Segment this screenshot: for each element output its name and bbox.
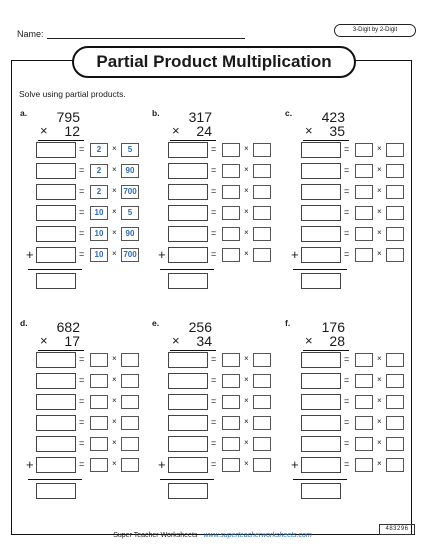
times-sign: × (112, 375, 117, 384)
partial-product-box[interactable] (301, 226, 341, 242)
problem-e (152, 318, 282, 508)
partial-row (291, 247, 415, 265)
page-title: Partial Product Multiplication (72, 46, 356, 78)
sum-bar (28, 479, 82, 480)
times-sign: × (112, 165, 117, 174)
factor-box[interactable] (386, 227, 404, 241)
equals-sign: = (344, 438, 350, 448)
partial-product-box[interactable] (36, 394, 76, 410)
partial-product-box[interactable] (301, 457, 341, 473)
problem-bar (170, 140, 216, 141)
equals-sign: = (211, 396, 217, 406)
equals-sign: = (211, 165, 217, 175)
partial-row (301, 163, 415, 181)
partial-product-box[interactable] (168, 247, 208, 263)
partial-row (168, 226, 282, 244)
equals-sign: = (344, 459, 350, 469)
times-sign: × (244, 165, 249, 174)
multiplier: 35 (329, 123, 345, 139)
factor-box[interactable] (355, 185, 373, 199)
equals-sign: = (211, 228, 217, 238)
plus-sign: + (158, 457, 166, 472)
plus-sign: + (291, 457, 299, 472)
equals-sign: = (344, 249, 350, 259)
partial-row (36, 352, 150, 370)
equals-sign: = (211, 144, 217, 154)
partial-product-box[interactable] (168, 394, 208, 410)
factor-box[interactable]: 5 (121, 143, 139, 157)
partial-product-box[interactable] (168, 415, 208, 431)
partial-row (36, 163, 150, 181)
times-sign: × (172, 333, 180, 348)
times-sign: × (244, 207, 249, 216)
problem-label: e. (152, 318, 160, 328)
factor-box[interactable] (90, 353, 108, 367)
factor-box[interactable] (121, 353, 139, 367)
partial-product-box[interactable] (301, 436, 341, 452)
problem-label: c. (285, 108, 293, 118)
factor-box[interactable] (121, 374, 139, 388)
times-sign: × (244, 396, 249, 405)
factor-box[interactable] (222, 164, 240, 178)
factor-box[interactable] (222, 374, 240, 388)
factor-box[interactable] (355, 416, 373, 430)
plus-sign: + (26, 457, 34, 472)
footer-url[interactable]: www.superteacherworksheets.com (203, 532, 312, 539)
plus-sign: + (158, 247, 166, 262)
equals-sign: = (79, 249, 85, 259)
partial-product-box[interactable] (36, 142, 76, 158)
partial-row (291, 457, 415, 475)
partial-product-box[interactable] (301, 373, 341, 389)
partial-product-box[interactable] (36, 184, 76, 200)
problem-label: a. (20, 108, 28, 118)
partial-row (36, 142, 150, 160)
partial-product-box[interactable] (301, 163, 341, 179)
times-sign: × (112, 207, 117, 216)
factor-box[interactable] (355, 227, 373, 241)
partial-product-box[interactable] (36, 436, 76, 452)
times-sign: × (244, 417, 249, 426)
partial-product-box[interactable] (36, 457, 76, 473)
factor-box[interactable]: 2 (90, 143, 108, 157)
times-sign: × (244, 438, 249, 447)
factor-box[interactable] (253, 416, 271, 430)
times-sign: × (377, 459, 382, 468)
factor-box[interactable] (253, 206, 271, 220)
times-sign: × (40, 333, 48, 348)
partial-product-box[interactable] (301, 247, 341, 263)
factor-box[interactable] (222, 395, 240, 409)
factor-box[interactable] (386, 374, 404, 388)
times-sign: × (244, 354, 249, 363)
multiplier: 24 (196, 123, 212, 139)
partial-row (301, 142, 415, 160)
factor-box[interactable] (222, 248, 240, 262)
times-sign: × (112, 144, 117, 153)
times-sign: × (305, 333, 313, 348)
factor-box[interactable]: 90 (121, 227, 139, 241)
problem-a (20, 108, 150, 298)
partial-product-box[interactable] (168, 142, 208, 158)
problem-bar (170, 350, 216, 351)
factor-box[interactable] (355, 458, 373, 472)
factor-box[interactable] (222, 437, 240, 451)
partial-row (168, 373, 282, 391)
multiplier: 28 (329, 333, 345, 349)
times-sign: × (112, 417, 117, 426)
equals-sign: = (79, 438, 85, 448)
factor-box[interactable]: 10 (90, 248, 108, 262)
factor-box[interactable] (253, 248, 271, 262)
factor-box[interactable]: 10 (90, 206, 108, 220)
partial-row (168, 436, 282, 454)
total-box[interactable] (168, 483, 208, 499)
partial-row (301, 184, 415, 202)
equals-sign: = (211, 354, 217, 364)
equals-sign: = (344, 417, 350, 427)
times-sign: × (112, 186, 117, 195)
multiplicand: 423 (321, 109, 345, 125)
factor-box[interactable] (253, 458, 271, 472)
equals-sign: = (79, 144, 85, 154)
factor-box[interactable] (90, 437, 108, 451)
multiplicand: 682 (56, 319, 80, 335)
multiplicand: 256 (188, 319, 212, 335)
times-sign: × (244, 228, 249, 237)
factor-box[interactable] (90, 458, 108, 472)
partial-product-box[interactable] (168, 436, 208, 452)
times-sign: × (244, 144, 249, 153)
partial-product-box[interactable] (301, 205, 341, 221)
times-sign: × (112, 438, 117, 447)
factor-box[interactable] (386, 395, 404, 409)
factor-box[interactable] (121, 437, 139, 451)
partial-row (168, 163, 282, 181)
sum-bar (293, 269, 347, 270)
footer (0, 532, 425, 539)
factor-box[interactable] (386, 143, 404, 157)
factor-box[interactable] (386, 416, 404, 430)
equals-sign: = (344, 375, 350, 385)
times-sign: × (112, 459, 117, 468)
equals-sign: = (211, 249, 217, 259)
equals-sign: = (211, 459, 217, 469)
factor-box[interactable] (355, 206, 373, 220)
problem-label: b. (152, 108, 160, 118)
times-sign: × (377, 228, 382, 237)
problem-bar (303, 350, 349, 351)
partial-product-box[interactable] (301, 352, 341, 368)
factor-box[interactable] (222, 143, 240, 157)
name-line[interactable] (47, 38, 245, 39)
sum-bar (293, 479, 347, 480)
multiplicand: 795 (56, 109, 80, 125)
times-sign: × (377, 165, 382, 174)
factor-box[interactable] (253, 353, 271, 367)
times-sign: × (377, 438, 382, 447)
problem-f (285, 318, 415, 508)
problem-c (285, 108, 415, 298)
factor-box[interactable]: 2 (90, 185, 108, 199)
partial-product-box[interactable] (168, 184, 208, 200)
times-sign: × (244, 249, 249, 258)
sum-bar (160, 479, 214, 480)
factor-box[interactable] (253, 437, 271, 451)
factor-box[interactable]: 5 (121, 206, 139, 220)
multiplier: 17 (64, 333, 80, 349)
partial-row (36, 436, 150, 454)
equals-sign: = (211, 186, 217, 196)
times-sign: × (377, 417, 382, 426)
factor-box[interactable] (253, 164, 271, 178)
times-sign: × (112, 354, 117, 363)
times-sign: × (377, 186, 382, 195)
sum-bar (160, 269, 214, 270)
factor-box[interactable] (386, 206, 404, 220)
total-box[interactable] (36, 483, 76, 499)
times-sign: × (305, 123, 313, 138)
partial-product-box[interactable] (36, 352, 76, 368)
factor-box[interactable] (253, 185, 271, 199)
total-box[interactable] (36, 273, 76, 289)
partial-product-box[interactable] (36, 163, 76, 179)
equals-sign: = (79, 459, 85, 469)
factor-box[interactable] (253, 143, 271, 157)
name-label: Name: (17, 29, 44, 39)
equals-sign: = (79, 228, 85, 238)
partial-product-box[interactable] (301, 394, 341, 410)
partial-row (36, 415, 150, 433)
partial-product-box[interactable] (168, 352, 208, 368)
times-sign: × (244, 186, 249, 195)
problem-label: d. (20, 318, 28, 328)
total-box[interactable] (301, 273, 341, 289)
partial-row (301, 205, 415, 223)
partial-row (301, 373, 415, 391)
factor-box[interactable] (90, 395, 108, 409)
partial-row (301, 352, 415, 370)
total-box[interactable] (168, 273, 208, 289)
total-box[interactable] (301, 483, 341, 499)
times-sign: × (377, 396, 382, 405)
partial-row (168, 205, 282, 223)
times-sign: × (112, 396, 117, 405)
partial-product-box[interactable] (168, 373, 208, 389)
partial-row (26, 457, 150, 475)
plus-sign: + (291, 247, 299, 262)
problem-b (152, 108, 282, 298)
partial-row (158, 457, 282, 475)
partial-row (26, 247, 150, 265)
partial-row (301, 394, 415, 412)
partial-product-box[interactable] (36, 205, 76, 221)
factor-box[interactable] (222, 227, 240, 241)
plus-sign: + (26, 247, 34, 262)
factor-box[interactable] (355, 248, 373, 262)
factor-box[interactable]: 700 (121, 248, 139, 262)
partial-row (301, 226, 415, 244)
partial-row (158, 247, 282, 265)
factor-box[interactable] (355, 437, 373, 451)
partial-product-box[interactable] (168, 457, 208, 473)
factor-box[interactable] (253, 374, 271, 388)
factor-box[interactable]: 2 (90, 164, 108, 178)
problem-bar (38, 350, 84, 351)
times-sign: × (40, 123, 48, 138)
sum-bar (28, 269, 82, 270)
equals-sign: = (79, 396, 85, 406)
partial-row (301, 436, 415, 454)
times-sign: × (377, 249, 382, 258)
problem-bar (303, 140, 349, 141)
equals-sign: = (79, 375, 85, 385)
partial-row (36, 184, 150, 202)
partial-product-box[interactable] (301, 415, 341, 431)
partial-row (168, 352, 282, 370)
partial-product-box[interactable] (36, 226, 76, 242)
partial-row (168, 415, 282, 433)
multiplicand: 317 (188, 109, 212, 125)
factor-box[interactable] (222, 185, 240, 199)
equals-sign: = (344, 207, 350, 217)
equals-sign: = (79, 207, 85, 217)
partial-row (36, 205, 150, 223)
partial-product-box[interactable] (168, 163, 208, 179)
partial-row (36, 394, 150, 412)
multiplicand: 176 (321, 319, 345, 335)
factor-box[interactable] (386, 437, 404, 451)
partial-product-box[interactable] (301, 142, 341, 158)
factor-box[interactable] (355, 164, 373, 178)
equals-sign: = (79, 165, 85, 175)
factor-box[interactable] (90, 416, 108, 430)
factor-box[interactable] (355, 395, 373, 409)
footer-brand: Super Teacher Worksheets - (113, 532, 204, 539)
partial-product-box[interactable] (301, 184, 341, 200)
problem-label: f. (285, 318, 291, 328)
equals-sign: = (344, 144, 350, 154)
partial-product-box[interactable] (168, 205, 208, 221)
times-sign: × (377, 207, 382, 216)
factor-box[interactable]: 700 (121, 185, 139, 199)
instructions: Solve using partial products. (19, 89, 126, 99)
factor-box[interactable] (386, 248, 404, 262)
equals-sign: = (79, 417, 85, 427)
equals-sign: = (344, 186, 350, 196)
factor-box[interactable]: 90 (121, 164, 139, 178)
partial-product-box[interactable] (36, 247, 76, 263)
multiplier: 34 (196, 333, 212, 349)
factor-box[interactable] (355, 143, 373, 157)
worksheet-code: 483296 (379, 524, 415, 535)
multiplier: 12 (64, 123, 80, 139)
equals-sign: = (344, 354, 350, 364)
times-sign: × (172, 123, 180, 138)
times-sign: × (377, 144, 382, 153)
problem-d (20, 318, 150, 508)
factor-box[interactable] (253, 227, 271, 241)
partial-row (168, 184, 282, 202)
factor-box[interactable] (90, 374, 108, 388)
factor-box[interactable] (222, 416, 240, 430)
factor-box[interactable] (253, 395, 271, 409)
partial-row (301, 415, 415, 433)
factor-box[interactable] (355, 374, 373, 388)
equals-sign: = (211, 207, 217, 217)
equals-sign: = (211, 438, 217, 448)
partial-row (36, 373, 150, 391)
times-sign: × (244, 459, 249, 468)
equals-sign: = (344, 396, 350, 406)
partial-product-box[interactable] (36, 373, 76, 389)
times-sign: × (112, 228, 117, 237)
factor-box[interactable] (222, 458, 240, 472)
factor-box[interactable] (121, 395, 139, 409)
equals-sign: = (211, 375, 217, 385)
partial-row (36, 226, 150, 244)
factor-box[interactable] (386, 353, 404, 367)
equals-sign: = (79, 186, 85, 196)
partial-product-box[interactable] (36, 415, 76, 431)
factor-box[interactable] (222, 353, 240, 367)
problem-bar (38, 140, 84, 141)
partial-product-box[interactable] (168, 226, 208, 242)
times-sign: × (244, 375, 249, 384)
times-sign: × (377, 375, 382, 384)
level-badge: 3-Digit by 2-Digit (334, 24, 416, 37)
factor-box[interactable] (121, 458, 139, 472)
factor-box[interactable] (386, 458, 404, 472)
equals-sign: = (344, 165, 350, 175)
factor-box[interactable] (121, 416, 139, 430)
factor-box[interactable] (355, 353, 373, 367)
times-sign: × (112, 249, 117, 258)
factor-box[interactable] (386, 185, 404, 199)
equals-sign: = (79, 354, 85, 364)
factor-box[interactable] (386, 164, 404, 178)
factor-box[interactable]: 10 (90, 227, 108, 241)
factor-box[interactable] (222, 206, 240, 220)
equals-sign: = (211, 417, 217, 427)
partial-row (168, 142, 282, 160)
partial-row (168, 394, 282, 412)
equals-sign: = (344, 228, 350, 238)
times-sign: × (377, 354, 382, 363)
